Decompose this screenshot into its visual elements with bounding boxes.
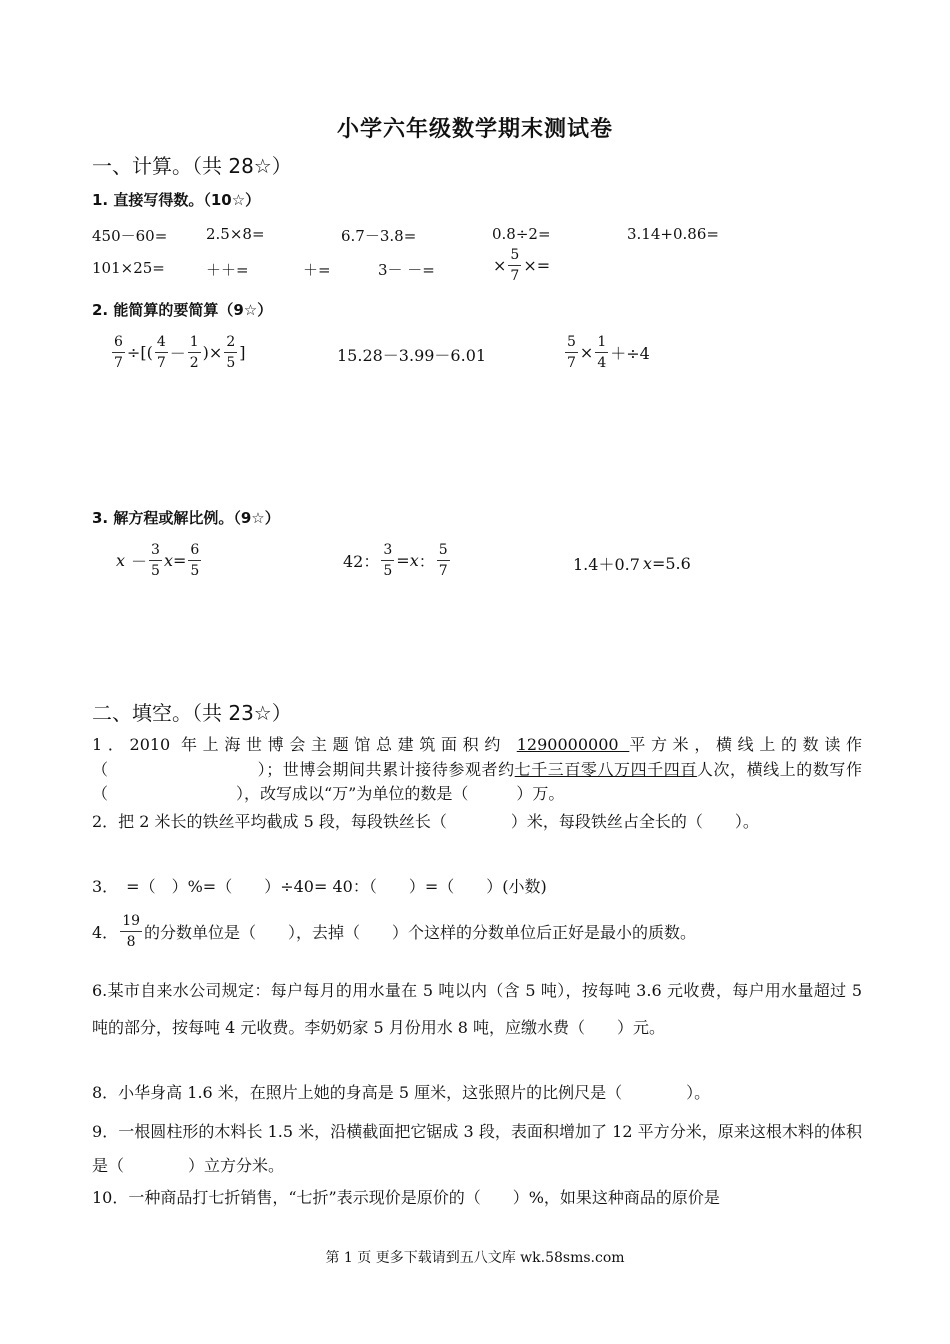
page-footer: 第 1 页 更多下载请到五八文库 wk.58sms.com [325,1250,625,1266]
simplify-expr-3 [563,335,650,370]
fraction [437,543,450,578]
fill-question-1 [92,733,862,807]
fraction [188,335,201,370]
simplify-expr-2: 15.28－3.99－6.01 [337,346,487,365]
fraction-denominator: 7 [510,268,520,284]
variable-x: x [116,551,126,570]
fraction-denominator: 7 [156,355,166,371]
text: 平方米，横线上的数读作（ ）；世博会期间共累计接待参观者约 [92,735,862,779]
operator: )× [202,343,223,362]
fraction-numerator: 3 [381,543,394,561]
fill-question-3: 3． =（ ）%=（ ）÷40= 40：（ ）=（ ）(小数) [92,877,547,896]
fill-question-6: 6.某市自来水公司规定：每户每月的用水量在 5 吨以内（含 5 吨），按每吨 3.6 元收费，每户用水量超过 5 吨的部分，按每吨 4 元收费。李奶奶家 5 月份用水 8 吨，应缴水费（ ）元。 [92,981,862,1037]
fraction-numerator: 5 [565,335,578,353]
operator: = [396,551,410,570]
calc-item: 450－60= [92,227,168,245]
variable-x: x [163,551,173,570]
calc-item: 101×25= [92,259,165,277]
underlined-number: 七千三百零八万四千四百 [514,759,697,779]
fraction-numerator: 5 [508,248,521,266]
fraction [155,335,168,370]
q2-label: 2. 能简算的要简算（9☆） [92,301,273,319]
fraction-denominator: 5 [151,563,160,579]
fill-question-4 [92,914,696,949]
operator: － [131,552,148,571]
calc-item: 2.5×8= [206,225,265,243]
operand: 1.4＋0.7 [573,555,640,574]
fraction-numerator: 19 [120,914,142,932]
variable-x: x [409,551,419,570]
fraction-denominator: 5 [190,563,200,579]
operator: ÷[( [126,343,153,362]
underlined-number: 1290000000 [516,735,630,754]
calc-op: ×= [523,256,551,275]
fraction-numerator: 6 [188,543,201,561]
fraction-numerator: 6 [112,335,125,353]
operator: × [579,343,594,362]
section1-heading: 一、计算。（共 28☆） [92,154,292,178]
fraction-denominator: 5 [226,355,236,371]
calc-item: 3.14+0.86= [627,225,719,243]
fill-question-2: 2．把 2 米长的铁丝平均截成 5 段，每段铁丝长（ ）米，每段铁丝占全长的（ ）。 [92,812,759,831]
equation-1 [116,543,203,578]
text: 的分数单位是（ ），去掉（ ）个这样的分数单位后正好是最小的质数。 [144,923,697,942]
fill-question-9: 9．一根圆柱形的木料长 1.5 米，沿横截面把它锯成 3 段，表面积增加了 12 平方分米，原来这根木料的体积是（ ）立方分米。 [92,1122,862,1175]
calc-item-fraction [493,248,550,283]
fraction [149,543,162,578]
fraction-numerator: 4 [155,335,168,353]
equation-2 [343,543,452,578]
fraction [112,335,125,370]
fraction [508,248,521,283]
fraction-numerator: 2 [224,335,237,353]
operator: ] [239,343,246,362]
fraction-denominator: 7 [438,563,448,579]
operator: ： [418,552,435,571]
text: 人次，横线上的数写作（ ），改写成以“万”为单位的数是（ ）万。 [92,759,862,803]
fraction [565,335,578,370]
operand: 42： [343,552,380,571]
section2-heading: 二、填空。（共 23☆） [92,701,292,725]
operand: =5.6 [651,554,691,573]
fraction-denominator: 4 [597,355,607,371]
operator: － [169,344,186,363]
fraction-denominator: 5 [383,563,393,579]
fraction-numerator: 5 [437,543,450,561]
fill-question-10: 10．一种商品打七折销售，“七折”表示现价是原价的（ ）%，如果这种商品的原价是 [92,1188,720,1207]
fraction-denominator: 7 [114,355,123,371]
equation-3 [573,552,691,575]
text: 1．2010 年上海世博会主题馆总建筑面积约 [92,735,517,754]
fraction-denominator: 8 [126,934,136,950]
text: 4． [92,923,119,942]
fraction [224,335,237,370]
fraction-numerator: 3 [149,543,162,561]
calc-item: 0.8÷2= [492,225,551,243]
calc-item: ＋= [303,261,331,279]
fraction-denominator: 7 [567,355,576,371]
calc-item: ＋＋= [206,261,249,279]
fraction-numerator: 1 [595,335,608,353]
variable-x: x [642,554,652,573]
page-title: 小学六年级数学期末测试卷 [336,117,613,142]
operator: = [173,551,187,570]
fraction [120,914,142,949]
simplify-expr-1 [110,335,246,370]
operator: ＋÷4 [610,344,650,363]
calc-item: 3－ －= [378,261,435,279]
fill-question-8: 8．小华身高 1.6 米，在照片上她的身高是 5 厘米，这张照片的比例尺是（ ）。 [92,1083,711,1102]
fraction [188,543,201,578]
fraction-denominator: 2 [189,355,199,371]
fraction [595,335,608,370]
fraction-numerator: 1 [188,335,201,353]
calc-op: × [493,256,507,275]
fraction [381,543,394,578]
q1-label: 1. 直接写得数。（10☆） [92,191,261,209]
calc-item: 6.7－3.8= [341,227,417,245]
q3-label: 3. 解方程或解比例。（9☆） [92,509,280,527]
